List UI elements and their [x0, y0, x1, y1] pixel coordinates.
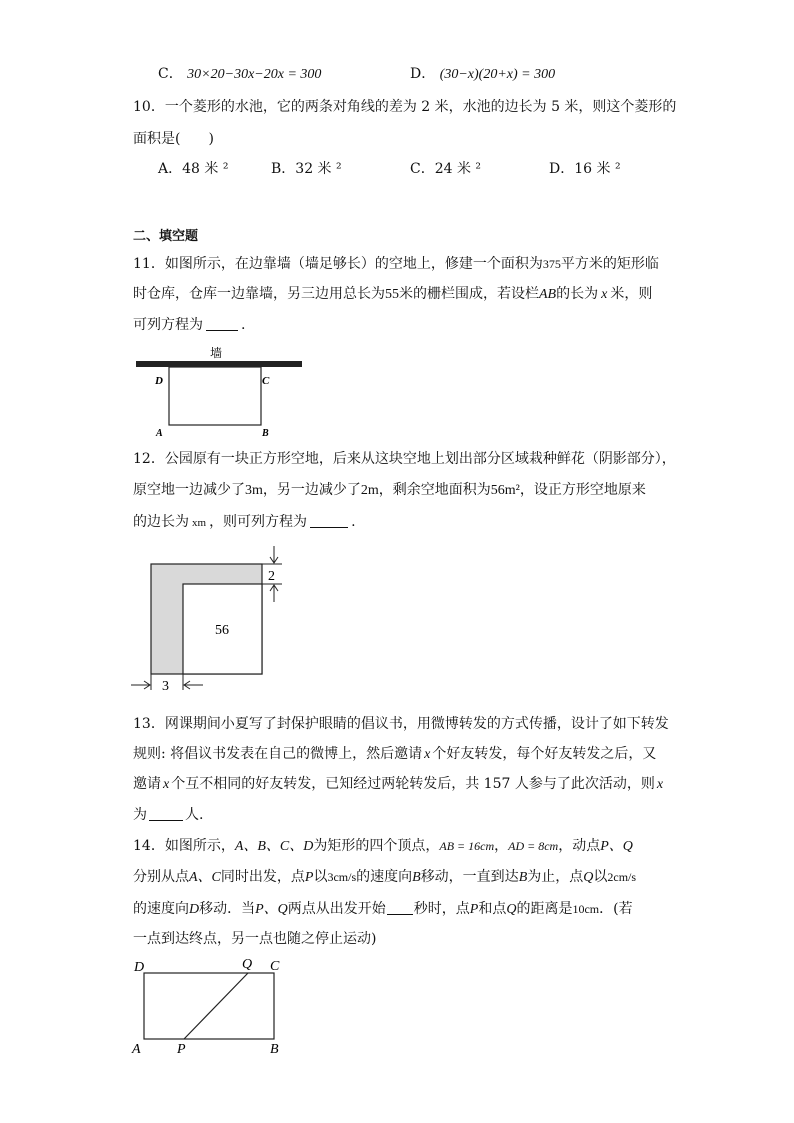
- q11-text: 可列方程为: [133, 317, 203, 333]
- q14-point-p: P: [469, 902, 479, 917]
- q14-ad-length: AD = 8cm: [508, 839, 559, 853]
- q13-text: 个互不相同的好友转发，已知经过两轮转发后，共 157 人参与了此次活动，则: [171, 776, 655, 792]
- q11-var-x: x: [601, 287, 608, 302]
- q11-fence-length: 55: [385, 287, 399, 302]
- q11-label-b: B: [262, 428, 269, 439]
- q14-text: 以: [313, 869, 328, 885]
- q14-point-q: Q: [583, 870, 594, 885]
- q10-option-a[interactable]: A．48 米 ²: [158, 161, 229, 177]
- q11-line-2: [133, 286, 652, 304]
- q14-label-c: C: [270, 959, 280, 974]
- q14-text: 的距离是: [516, 901, 573, 917]
- q11-text: 11．如图所示，在边靠墙（墙足够长）的空地上，修建一个面积为: [133, 256, 543, 272]
- q12-line-1: 12．公园原有一块正方形空地，后来从这块空地上划出部分区域栽种鲜花（阴影部分），: [133, 451, 676, 467]
- q14-label-b: B: [270, 1042, 279, 1057]
- q14-text: 秒时，点: [413, 901, 470, 917]
- q14-point-b: B: [412, 870, 421, 885]
- q14-line-2: [133, 869, 636, 887]
- q14-rectangle: [144, 973, 274, 1039]
- q13-text: 人.: [185, 807, 204, 823]
- q14-label-a: A: [132, 1042, 141, 1057]
- q10-line-2: 面积是( ): [133, 131, 214, 147]
- q14-points: P、Q: [255, 902, 288, 917]
- q9-option-c-math: 30×20−30x−20x = 300: [187, 67, 322, 82]
- section-title-fill-blank: 二、填空题: [133, 229, 199, 244]
- q9-option-c[interactable]: [158, 66, 321, 84]
- q12-text: 原空地一边减少了: [133, 482, 245, 498]
- q14-speed-q: 2cm/s: [607, 870, 637, 884]
- q14-text: 14．如图所示，: [133, 838, 235, 854]
- q11-figure: [130, 340, 310, 440]
- q14-text: 为矩形的四个顶点，: [313, 838, 440, 854]
- q11-text: .: [241, 317, 246, 333]
- q13-text: 为: [133, 807, 147, 823]
- q14-text: ．(若: [599, 901, 633, 917]
- q12-text: 的边长为: [133, 514, 189, 530]
- q11-text: 米，则: [610, 286, 653, 302]
- q11-text: 平方米的矩形临: [560, 256, 659, 272]
- q11-label-c: C: [262, 375, 270, 387]
- q14-point-q: Q: [506, 902, 517, 917]
- q13-answer-blank[interactable]: [149, 806, 183, 821]
- q12-answer-blank[interactable]: [310, 513, 348, 528]
- q13-line-3: [133, 776, 663, 794]
- q13-var-x: x: [424, 747, 431, 762]
- q13-var-x: x: [656, 777, 664, 792]
- q12-dim-2: 2: [268, 569, 275, 584]
- q10-option-d[interactable]: D．16 米 ²: [549, 161, 621, 177]
- q11-line-1: [133, 256, 659, 273]
- q14-text: 同时出发，点: [220, 869, 305, 885]
- q14-text: ，: [494, 838, 509, 854]
- q14-text: 的速度向: [133, 901, 189, 917]
- q9-option-d[interactable]: [410, 66, 555, 84]
- q12-var-xm: xm: [192, 517, 207, 529]
- q14-text: 以: [593, 869, 608, 885]
- q13-line-2: [133, 746, 656, 764]
- q13-text: 个好友转发，每个好友转发之后，又: [432, 746, 657, 762]
- q9-option-c-label: C．: [158, 66, 183, 82]
- q12-line-2: [133, 482, 646, 500]
- q9-option-d-label: D．: [410, 66, 436, 82]
- q12-text: ，剩余空地面积为: [378, 482, 491, 498]
- q14-distance: 10cm: [572, 902, 600, 916]
- q14-speed-p: 3cm/s: [327, 870, 357, 884]
- q12-reduce-3m: 3m: [245, 483, 263, 498]
- q14-text: 为止，点: [527, 869, 584, 885]
- q12-line-3: [133, 513, 356, 531]
- q13-var-x: x: [163, 777, 170, 792]
- q12-figure: [125, 538, 295, 700]
- q10-line-1: 10．一个菱形的水池，它的两条对角线的差为 2 米，水池的边长为 5 米，则这个菱形的: [133, 99, 677, 115]
- q11-wall: [136, 361, 302, 367]
- q11-text: 米的栅栏围成，若设栏: [399, 286, 539, 302]
- q14-text: 两点从出发开始: [287, 901, 386, 917]
- q14-point-p: P: [304, 870, 314, 885]
- q14-line-1: [133, 838, 633, 856]
- q14-line-3: [133, 900, 633, 919]
- q9-option-d-math: (30−x)(20+x) = 300: [439, 67, 556, 82]
- q14-label-q: Q: [242, 957, 253, 972]
- q14-point-b: B: [518, 870, 528, 885]
- q13-text: 邀请: [133, 776, 161, 792]
- q14-text: 的速度向: [356, 869, 413, 885]
- q14-answer-blank[interactable]: [387, 900, 413, 915]
- q11-warehouse-rect: [169, 367, 261, 425]
- q12-text: .: [351, 514, 356, 530]
- q11-label-a: A: [156, 428, 163, 439]
- q11-wall-label: 墙: [210, 346, 223, 360]
- q11-area-value: 375: [542, 257, 561, 271]
- q14-points: A、C: [189, 870, 221, 885]
- q14-text: 和点: [478, 901, 507, 917]
- q10-option-c[interactable]: C．24 米 ²: [410, 161, 482, 177]
- q12-text: ，设正方形空地原来: [519, 482, 646, 498]
- q14-points: P、Q: [600, 839, 633, 854]
- q13-line-1: 13．网课期间小夏写了封保护眼睛的倡议书，用微博转发的方式传播，设计了如下转发: [133, 716, 669, 732]
- q11-text: 的长为: [556, 286, 599, 302]
- q11-line-3: [133, 316, 245, 334]
- q14-segment-pq: [184, 973, 248, 1039]
- q14-text: 移动，一直到达: [420, 869, 519, 885]
- q14-text: ，动点: [558, 838, 601, 854]
- q14-label-d: D: [134, 960, 145, 975]
- q14-line-4: 一点到达终点，另一点也随之停止运动): [133, 931, 377, 947]
- q11-text: 时仓库，仓库一边靠墙，另三边用总长为: [133, 286, 385, 302]
- q12-reduce-2m: 2m: [360, 483, 379, 498]
- q14-figure: [128, 955, 298, 1060]
- q14-point-d: D: [189, 902, 200, 917]
- q12-inner-area-label: 56: [215, 623, 229, 638]
- q12-dim-3: 3: [162, 679, 169, 694]
- q11-label-d: D: [155, 375, 163, 387]
- q14-text: 移动．当: [199, 901, 256, 917]
- q11-var-ab: AB: [539, 287, 557, 302]
- q10-option-b[interactable]: B．32 米 ²: [271, 161, 342, 177]
- q14-text: 分别从点: [133, 869, 189, 885]
- q14-label-p: P: [177, 1042, 186, 1057]
- q14-ab-length: AB = 16cm: [439, 839, 495, 853]
- q12-area-56: 56m²: [490, 483, 520, 498]
- q12-text: ，另一边减少了: [262, 482, 361, 498]
- q12-text: ，则可列方程为: [209, 514, 308, 530]
- q13-line-4: [133, 806, 203, 824]
- q11-answer-blank[interactable]: [206, 316, 238, 331]
- q14-vertices: A、B、C、D: [234, 839, 314, 854]
- q13-text: 规则: 将倡议书发表在自己的微博上，然后邀请: [133, 746, 423, 762]
